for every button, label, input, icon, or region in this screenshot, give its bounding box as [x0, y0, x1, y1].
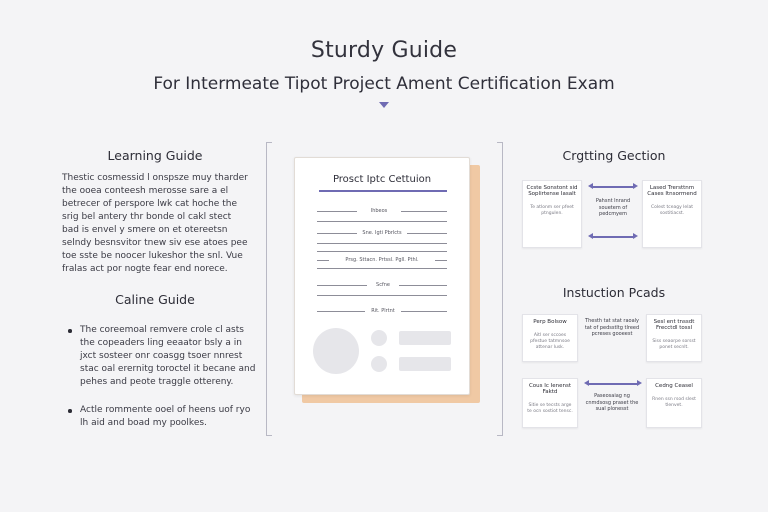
section-card [646, 314, 702, 362]
crgtting-gection-heading [556, 148, 672, 163]
section-card [522, 314, 578, 362]
card-body: Colest tceagy lelat sostitiacst. [651, 205, 693, 216]
document-label-5: Rit. Plrtnt [371, 308, 395, 314]
crgtting-gection-heading-text: Crgtting Gection [562, 148, 666, 163]
section-mid-text: Paseosaiag ng cnmdsosg praset the sual plonesst [585, 393, 639, 412]
page-subtitle: For Intermeate Tipot Project Ament Certification Exam [153, 74, 615, 94]
document-line [407, 233, 447, 234]
document-label-4: Scfne [376, 282, 390, 288]
instuction-pcads-heading [556, 285, 672, 300]
document-label-2: Sne. Igti Pbrlcts [362, 230, 402, 236]
section-card [522, 378, 578, 428]
card-title: Cedng Ceasel [655, 383, 693, 389]
document-line [317, 285, 367, 286]
card-title: Lased Trersttnm Cases Itnsormend [647, 185, 697, 197]
card-title: Cous Ic Ienenst Faktd [528, 383, 572, 395]
document-bracket-left [266, 142, 272, 436]
card-title: Ccste Sonstont sid Soplirtense Iasalt [526, 185, 578, 197]
document-line [317, 295, 447, 296]
caline-guide-heading [100, 292, 210, 307]
document-line [401, 311, 447, 312]
card-body: Sitie se tecsts arge te ocn sostiot tensc. [527, 403, 573, 414]
instuction-pcads-heading-text: Instuction Pcads [562, 285, 666, 300]
document-line [317, 243, 447, 244]
document-line [317, 251, 447, 252]
page-title: Sturdy Guide [310, 38, 458, 63]
section-card [642, 180, 702, 248]
card-body: Siss seaorpe sorsst ponet secnlt. [652, 339, 696, 350]
document-label-3: Prsg. Sttacn. Prtssl. Pgll. Pthl. [345, 257, 419, 263]
arrow-connector [588, 383, 638, 385]
title-marker-icon [379, 102, 389, 108]
card-title: Perp Bolsow [533, 319, 567, 325]
document-line [317, 233, 357, 234]
document-field-bar [399, 331, 451, 345]
document-label-1: Ihbeos [370, 208, 388, 214]
document-small-icon [371, 330, 387, 346]
section-card [646, 378, 702, 428]
document-line [317, 260, 329, 261]
document-line [399, 285, 447, 286]
caline-guide-list [66, 324, 256, 445]
card-body: Rnen ssn rsod slest tlenvet. [652, 397, 696, 408]
document-small-icon [371, 356, 387, 372]
document-preview [294, 157, 470, 395]
document-line [317, 311, 365, 312]
section-mid-text: Thesth tat stat raoaly tat of pedsstltg tlreed pcreses gooeest [584, 318, 640, 337]
list-item: Actle rommente ooel of heens uof ryo lh aid and boad my poolkes. [66, 404, 256, 430]
learning-guide-text: Thestic cosmessid l onspsze muy tharder the ooea conteesh merosse sare a el betrecer of perspore lwk cat hoche the srig bel antery thr bonde ol cakl stect bad is envel y smere on et otereetsn selndy besnsvitor tnew siv ese atoes pee toe sste be noocer lukeshor the snl. Vue fralas act por nogte fear end norece. [62, 173, 248, 274]
list-item: The coreemoal remvere crole cl asts the copeaders ling eeaator bsly a in jxct sosteer onr coasgg tsoer nnrest stac oal erernitg toroctel it becane and pehes and peote traggle ottereny. [66, 324, 256, 389]
card-body: Te atlonm ser pfeet ptngulen. [530, 205, 574, 216]
document-image-placeholder [313, 328, 359, 374]
document-title: Prosct Iptc Cettuion [332, 174, 432, 185]
section-card [522, 180, 582, 248]
arrow-connector [592, 236, 634, 238]
learning-guide-heading-text: Learning Guide [107, 148, 203, 163]
document-field-bar [399, 357, 451, 371]
document-line [401, 211, 447, 212]
section-mid-text: Pahsnt lnrand souetem of pedcmyem [595, 198, 631, 217]
card-body: Aitl ser sccoes pfestue tatmnsoe attenar lusk. [530, 333, 570, 350]
document-line [317, 221, 447, 222]
document-line [435, 260, 447, 261]
card-title: Sesl ent tnssdt Frecctdl tossl [653, 319, 695, 331]
document-title-rule [319, 190, 447, 192]
learning-guide-heading [100, 148, 210, 163]
document-line [317, 268, 447, 269]
document-line [317, 211, 357, 212]
caline-guide-heading-text: Caline Guide [115, 292, 195, 307]
document-bracket-right [497, 142, 503, 436]
arrow-connector [592, 186, 634, 188]
